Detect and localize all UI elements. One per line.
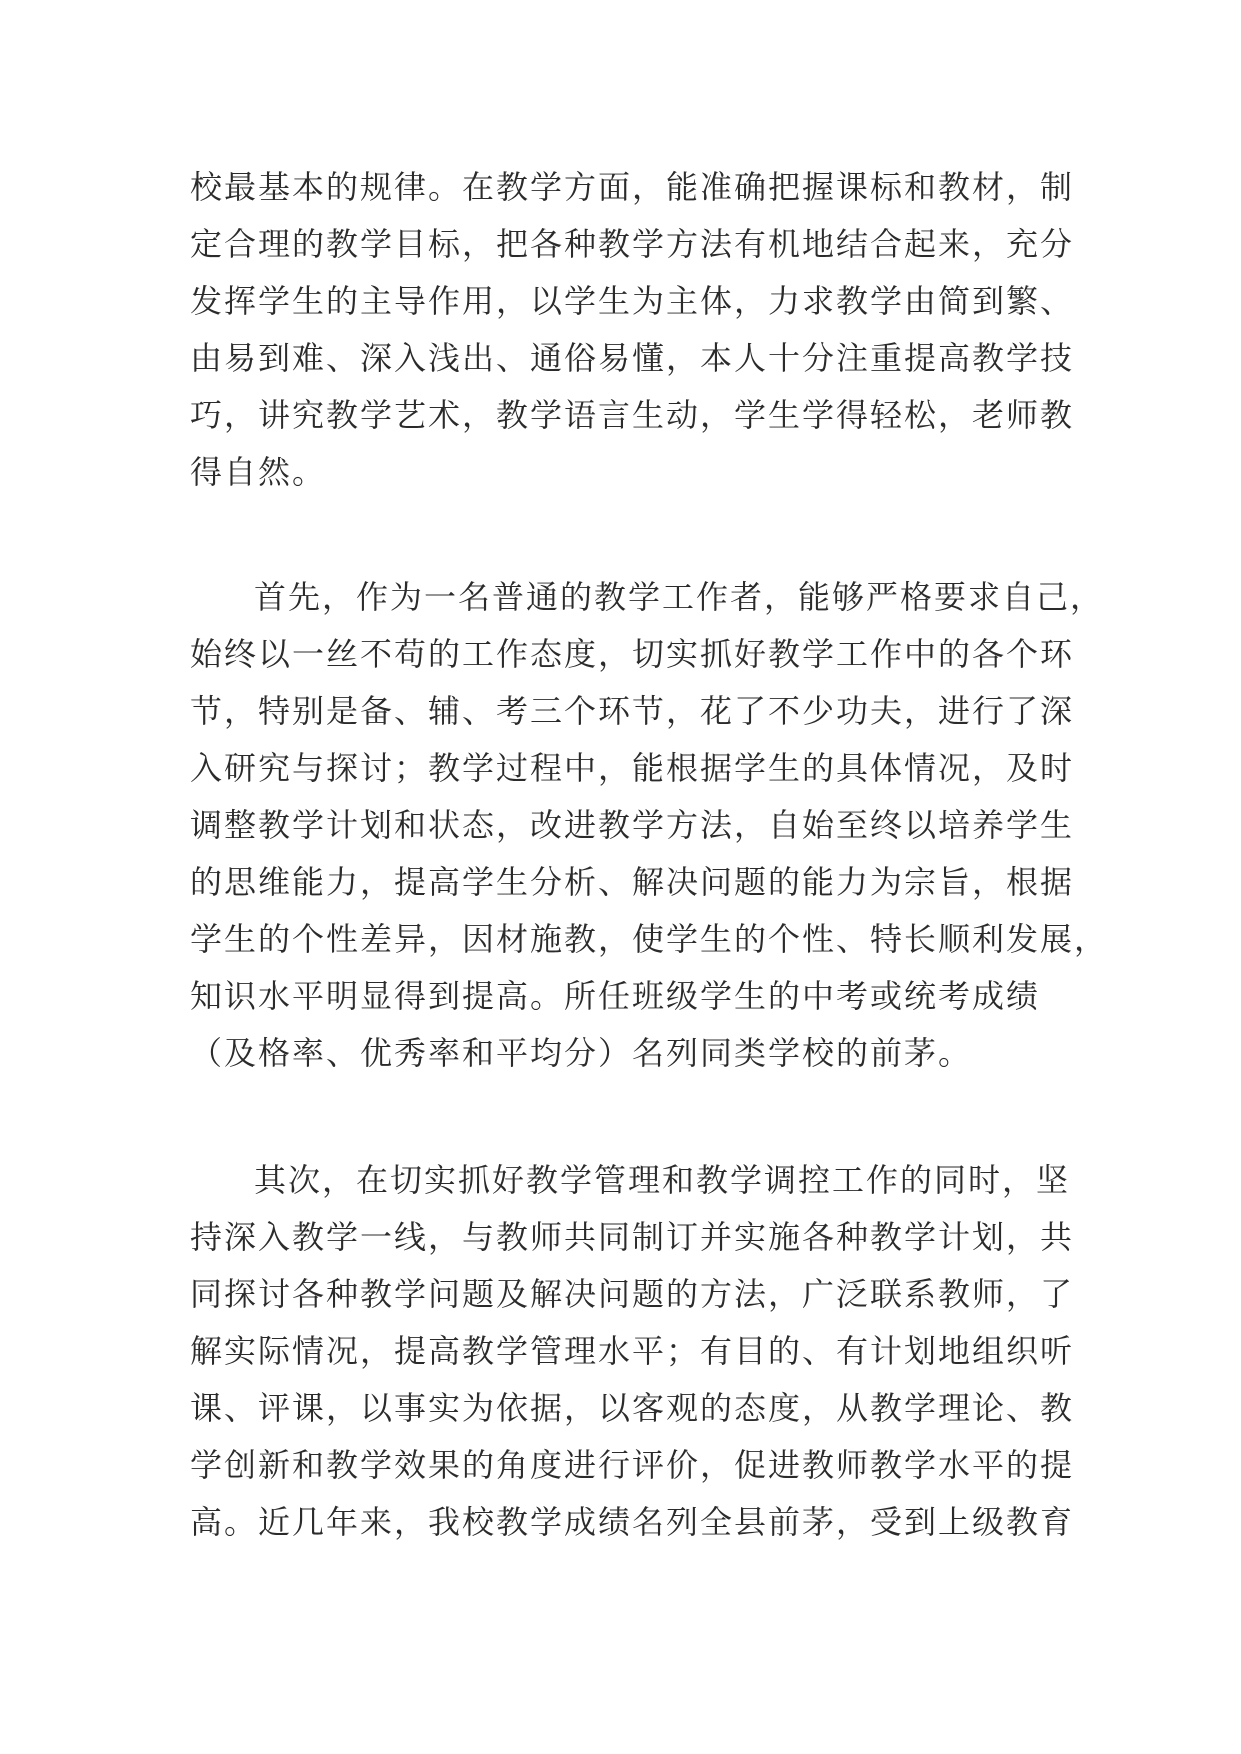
paragraph-line: 发挥学生的主导作用，以学生为主体，力求教学由简到繁、 [190,282,1075,320]
paragraph-first [190,569,1109,1082]
paragraph-line: 调整教学计划和状态，改进教学方法，自始至终以培养学生 [190,806,1075,844]
paragraph-line: 校最基本的规律。在教学方面，能准确把握课标和教材，制 [190,168,1075,206]
paragraph-line: 的思维能力，提高学生分析、解决问题的能力为宗旨，根据 [190,863,1075,901]
paragraph-line: （及格率、优秀率和平均分）名列同类学校的前茅。 [190,1034,973,1072]
paragraph-line: 巧，讲究教学艺术，教学语言生动，学生学得轻松，老师教 [190,396,1075,434]
paragraph-line: 首先，作为一名普通的教学工作者，能够严格要求自己， [254,578,1105,616]
paragraph-line: 得自然。 [190,453,327,491]
paragraph-line: 节，特别是备、辅、考三个环节，花了不少功夫，进行了深 [190,692,1075,730]
paragraph-teaching-methods [190,159,1075,501]
paragraph-line: 持深入教学一线，与教师共同制订并实施各种教学计划，共 [190,1218,1075,1256]
paragraph-line: 由易到难、深入浅出、通俗易懂，本人十分注重提高教学技 [190,339,1075,377]
paragraph-second [190,1152,1075,1551]
paragraph-line: 知识水平明显得到提高。所任班级学生的中考或统考成绩 [190,977,1041,1015]
paragraph-line: 学生的个性差异，因材施教，使学生的个性、特长顺利发展， [190,920,1109,958]
paragraph-line: 高。近几年来，我校教学成绩名列全县前茅，受到上级教育 [190,1503,1075,1541]
paragraph-line: 入研究与探讨；教学过程中，能根据学生的具体情况，及时 [190,749,1075,787]
paragraph-line: 课、评课，以事实为依据，以客观的态度，从教学理论、教 [190,1389,1075,1427]
paragraph-line: 定合理的教学目标，把各种教学方法有机地结合起来，充分 [190,225,1075,263]
paragraph-line: 学创新和教学效果的角度进行评价，促进教师教学水平的提 [190,1446,1075,1484]
paragraph-line: 解实际情况，提高教学管理水平；有目的、有计划地组织听 [190,1332,1075,1370]
paragraph-line: 始终以一丝不苟的工作态度，切实抓好教学工作中的各个环 [190,635,1075,673]
paragraph-line: 其次，在切实抓好教学管理和教学调控工作的同时，坚 [254,1161,1071,1199]
paragraph-line: 同探讨各种教学问题及解决问题的方法，广泛联系教师，了 [190,1275,1075,1313]
